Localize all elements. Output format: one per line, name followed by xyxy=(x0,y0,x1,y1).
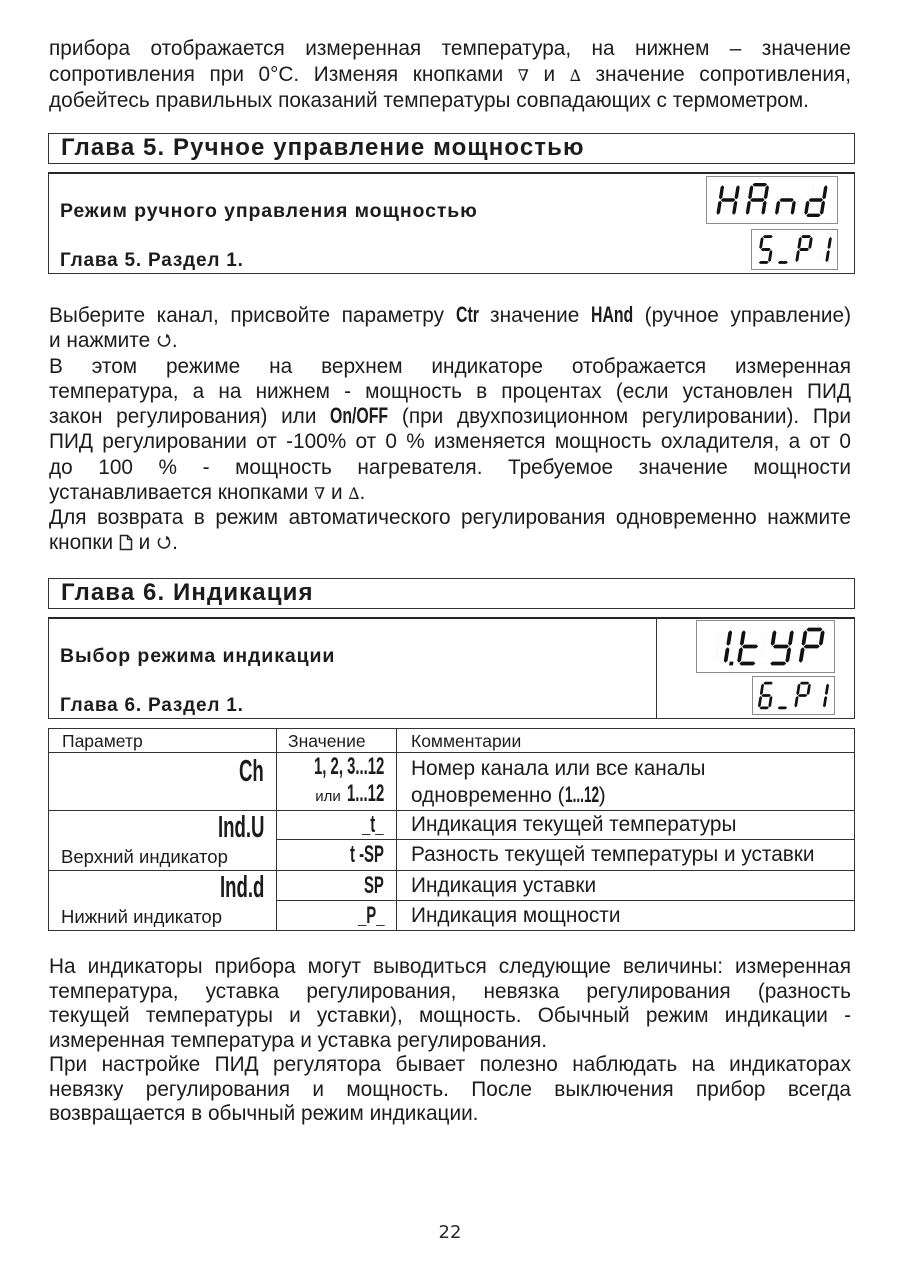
chapter-6-section-box xyxy=(48,617,855,719)
table-row-upper-indicator xyxy=(49,811,855,840)
text-run: температура, а на нижнем - мощность в процентах (если установлен ПИД xyxy=(49,379,851,403)
comment-cell: Разность текущей температуры и уставки xyxy=(397,840,855,871)
value-prefix: или xyxy=(315,787,341,805)
text-run: измеренная температура и уставка регулирования. xyxy=(49,1028,548,1052)
parameter-label: Верхний индикатор xyxy=(61,846,228,867)
text-run: Выберите канал, присвойте параметру xyxy=(49,304,456,327)
text-run: . xyxy=(172,531,178,555)
value-cell xyxy=(277,840,397,871)
text-run: значение сопротивления, xyxy=(580,63,851,86)
text-run: и xyxy=(528,63,570,86)
text-line xyxy=(49,455,851,480)
parameter-code: Ind.U xyxy=(217,809,264,844)
text-run: устанавливается кнопками xyxy=(49,480,315,504)
upper-display-value xyxy=(697,621,834,672)
text-line xyxy=(49,36,851,62)
comment-cell: Индикация текущей температуры xyxy=(397,811,855,840)
text-run: (ручное управление) xyxy=(633,304,851,327)
up-button-symbol: ∆ xyxy=(569,66,581,85)
comment-code: 1...12 xyxy=(564,781,599,807)
display-code: Ctr xyxy=(455,302,479,327)
cycle-arrow-glyph xyxy=(156,534,172,551)
text-line xyxy=(49,379,851,404)
comment-text: одновременно ( xyxy=(411,783,565,807)
parameter-cell xyxy=(49,871,277,931)
text-line xyxy=(49,1029,851,1054)
lower-display xyxy=(752,676,835,715)
text-line xyxy=(49,480,851,505)
text-run: В этом режиме на верхнем индикаторе отображается измеренная xyxy=(49,354,851,378)
column-header-parameter: Параметр xyxy=(49,729,277,753)
value-cell xyxy=(277,871,397,901)
parameter-cell xyxy=(49,753,277,811)
value-code: 1...12 xyxy=(346,779,384,807)
parameter-code: Ind.d xyxy=(219,869,264,904)
chapter-5-section-box xyxy=(48,172,855,274)
value-code: _t_ xyxy=(362,811,384,838)
text-line xyxy=(49,980,851,1005)
page-number: 22 xyxy=(438,1222,462,1243)
text-run: добейтесь правильных показаний температуры совпадающих с термометром. xyxy=(49,89,809,112)
upper-display xyxy=(706,176,838,224)
chapter-6-heading: Глава 6. Индикация xyxy=(48,578,855,609)
lower-display-value xyxy=(753,677,834,714)
down-button-symbol: ∇ xyxy=(517,66,529,85)
display-code: HAnd xyxy=(590,302,634,327)
section-reference: Глава 5. Раздел 1. xyxy=(60,250,244,271)
text-run: возвращается в обычный режим индикации. xyxy=(49,1102,479,1125)
paragraph xyxy=(49,505,851,556)
paragraph xyxy=(49,1053,851,1127)
section-title: Выбор режима индикации xyxy=(60,645,336,667)
upper-display-value xyxy=(707,177,837,223)
text-run: закон регулирования) или xyxy=(49,405,331,428)
text-run: ПИД регулировании от -100% от 0 % изменяется мощность охладителя, а от 0 xyxy=(49,430,851,454)
page-glyph xyxy=(119,534,133,551)
text-run: При настройке ПИД регулятора бывает полезно наблюдать на индикаторах xyxy=(49,1053,851,1076)
column-header-comment: Комментарии xyxy=(397,729,855,753)
text-line xyxy=(49,1053,851,1078)
display-code: On/OFF xyxy=(330,403,389,428)
comment-cell: Индикация мощности xyxy=(397,901,855,931)
text-line xyxy=(49,530,851,555)
upper-display xyxy=(696,620,835,673)
comment-line xyxy=(411,782,854,809)
table-row-channel xyxy=(49,753,855,811)
text-line xyxy=(49,955,851,980)
text-run: сопротивления при 0°С. Изменяя кнопками xyxy=(49,63,518,86)
text-run: Для возврата в режим автоматического регулирования одновременно нажмите xyxy=(49,506,851,529)
text-run: температура, уставка регулирования, невязка регулирования (разность xyxy=(49,979,851,1003)
value-line xyxy=(277,779,384,809)
text-line xyxy=(49,505,851,530)
up-button-symbol: ∆ xyxy=(348,483,360,503)
text-line xyxy=(49,88,851,114)
cycle-arrow-icon xyxy=(156,534,172,551)
paragraph xyxy=(49,354,851,506)
text-line xyxy=(49,354,851,379)
indication-table xyxy=(48,728,855,931)
table-row-lower-indicator xyxy=(49,871,855,901)
comment-cell: Индикация уставки xyxy=(397,871,855,901)
comment-text: ) xyxy=(598,783,606,807)
section-title: Режим ручного управления мощностью xyxy=(60,200,478,222)
text-line xyxy=(49,404,851,429)
value-line xyxy=(277,752,384,782)
text-line xyxy=(49,429,851,454)
paragraph xyxy=(49,955,851,1053)
parameter-cell xyxy=(49,811,277,871)
parameter-code-wrap xyxy=(49,811,276,842)
cycle-arrow-icon xyxy=(156,332,172,349)
intro-text xyxy=(49,36,851,114)
table-header-row xyxy=(49,729,855,753)
down-button-symbol: ∇ xyxy=(314,483,326,503)
lower-display xyxy=(751,229,838,270)
comment-cell xyxy=(397,753,855,811)
value-cell xyxy=(277,753,397,811)
value-code: 1, 2, 3...12 xyxy=(313,752,384,780)
cycle-arrow-glyph xyxy=(156,332,172,349)
text-run: . xyxy=(171,329,178,353)
text-line xyxy=(49,1078,851,1103)
text-run: (при двухпозиционном регулировании). При xyxy=(388,405,851,428)
paragraph xyxy=(49,303,851,354)
parameter-label: Нижний индикатор xyxy=(61,906,222,927)
text-run: и xyxy=(132,531,157,555)
text-run: и нажмите xyxy=(49,329,156,353)
value-code: SP xyxy=(364,871,384,899)
value-code: t -SP xyxy=(350,841,384,868)
parameter-code-wrap xyxy=(49,871,276,902)
section-reference: Глава 6. Раздел 1. xyxy=(60,695,244,716)
text-line xyxy=(49,1102,851,1127)
lower-display-value xyxy=(752,230,837,269)
chapter-5-text xyxy=(49,303,851,556)
page-icon xyxy=(119,534,133,551)
paragraph xyxy=(49,36,851,114)
parameter-code-wrap xyxy=(49,753,276,788)
text-run: прибора отображается измеренная температура, на нижнем – значение xyxy=(49,37,851,60)
text-run: до 100 % - мощность нагревателя. Требуемое значение мощности xyxy=(49,455,851,479)
text-run: . xyxy=(359,480,366,504)
comment-line: Номер канала или все каналы xyxy=(411,756,706,780)
text-run: значение xyxy=(478,304,591,327)
chapter-5-heading: Глава 5. Ручное управление мощностью xyxy=(48,133,855,164)
text-line xyxy=(49,62,851,88)
text-line xyxy=(49,328,851,353)
text-run: и xyxy=(325,480,349,504)
text-line xyxy=(49,1004,851,1029)
parameter-code: Ch xyxy=(239,753,264,788)
value-cell xyxy=(277,901,397,931)
value-cell xyxy=(277,811,397,840)
text-run: невязку регулирования и мощность. После выключения прибор всегда xyxy=(49,1077,851,1101)
divider xyxy=(656,618,657,719)
text-run: На индикаторы прибора могут выводиться следующие величины: измеренная xyxy=(49,955,851,978)
column-header-value: Значение xyxy=(277,729,397,753)
text-run: текущей температуры и уставки), мощность. Обычный режим индикации - xyxy=(49,1004,851,1027)
value-code: _P_ xyxy=(357,901,384,929)
text-run: кнопки xyxy=(49,531,119,555)
text-line xyxy=(49,303,851,328)
chapter-6-text xyxy=(49,955,851,1127)
